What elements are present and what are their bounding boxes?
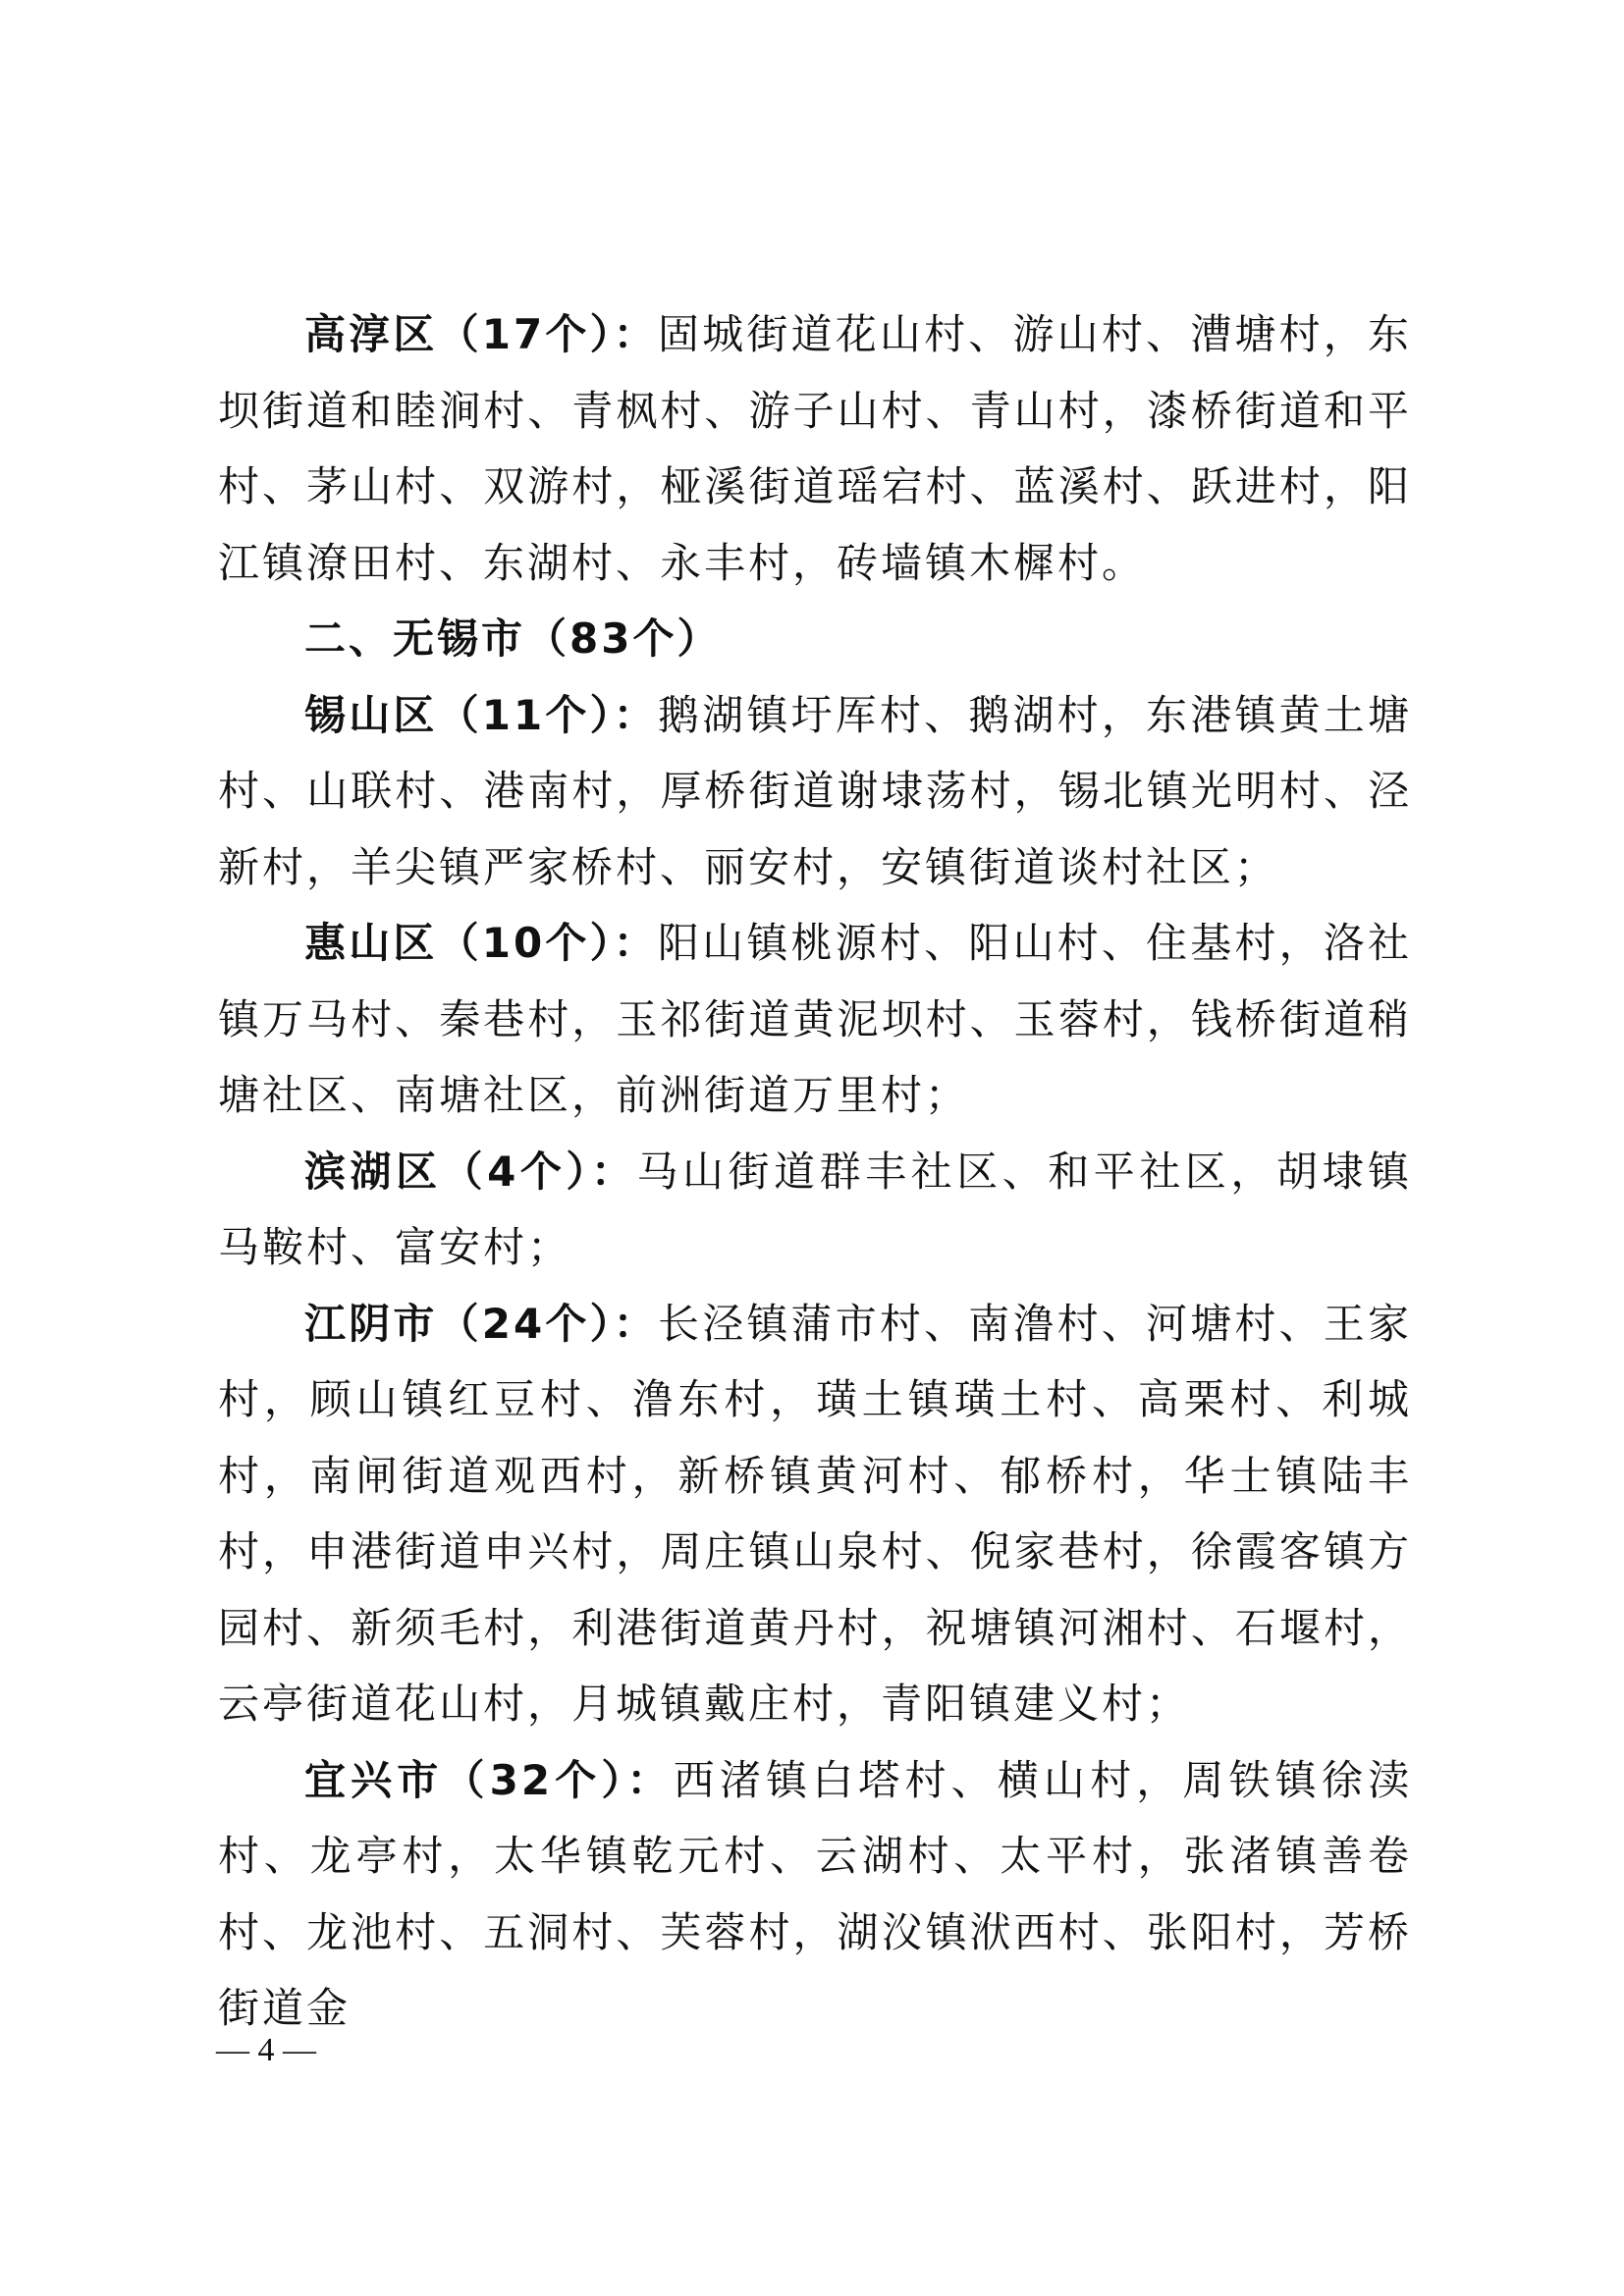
paragraph-huishan [218, 905, 1412, 1134]
district-heading-yixing: 宜兴市（32个）： [304, 1755, 674, 1804]
district-text-jiangyin: 长泾镇蒲市村、南澛村、河塘村、王家村，顾山镇红豆村、澛东村，璜土镇璜土村、高栗村、利城村，南闸街道观西村，新桥镇黄河村、郁桥村，华士镇陆丰村，申港街道申兴村，周庄镇山泉村、倪家巷村，徐霞客镇方园村、新须毛村，利港街道黄丹村，祝塘镇河湘村、石堰村，云亭街道花山村，月城镇戴庄村，青阳镇建义村； [218, 1299, 1412, 1728]
district-heading-huishan: 惠山区（10个）： [304, 919, 658, 967]
paragraph-xishan [218, 677, 1412, 906]
district-heading-binhu: 滨湖区（4个）： [304, 1147, 637, 1196]
district-text-gaochun: 固城街道花山村、游山村、漕塘村，东坝街道和睦涧村、青枫村、游子山村、青山村，漆桥街道和平村、茅山村、双游村，桠溪街道瑶宕村、蓝溪村、跃进村，阳江镇潦田村、东湖村、永丰村，砖墙镇木樨村。 [218, 310, 1412, 587]
paragraph-gaochun [218, 296, 1412, 601]
paragraph-yixing [218, 1742, 1412, 2047]
page-number: — 4 — [216, 2032, 316, 2068]
district-text-binhu: 马山街道群丰社区、和平社区，胡埭镇马鞍村、富安村； [218, 1147, 1412, 1271]
district-text-xishan: 鹅湖镇圩厍村、鹅湖村，东港镇黄土塘村、山联村、港南村，厚桥街道谢埭荡村，锡北镇光明村、泾新村，羊尖镇严家桥村、丽安村，安镇街道谈村社区； [218, 690, 1412, 891]
district-heading-gaochun: 高淳区（17个）： [304, 310, 658, 358]
district-text-yixing: 西渚镇白塔村、横山村，周铁镇徐渎村、龙亭村，太华镇乾元村、云湖村、太平村，张渚镇善卷村、龙池村、五洞村、芙蓉村，湖㳇镇洑西村、张阳村，芳桥街道金 [218, 1755, 1412, 2032]
paragraph-binhu [218, 1134, 1412, 1286]
district-heading-jiangyin: 江阴市（24个）： [304, 1299, 658, 1348]
district-text-huishan: 阳山镇桃源村、阳山村、住基村，洛社镇万马村、秦巷村，玉祁街道黄泥坝村、玉蓉村，钱桥街道稍塘社区、南塘社区，前洲街道万里村； [218, 919, 1412, 1119]
paragraph-jiangyin [218, 1286, 1412, 1742]
district-heading-xishan: 锡山区（11个）： [304, 690, 658, 739]
document-body [218, 296, 1412, 2047]
city-section-title-wuxi: 二、无锡市（83个） [304, 614, 722, 663]
paragraph-wuxi-title [218, 601, 1412, 677]
